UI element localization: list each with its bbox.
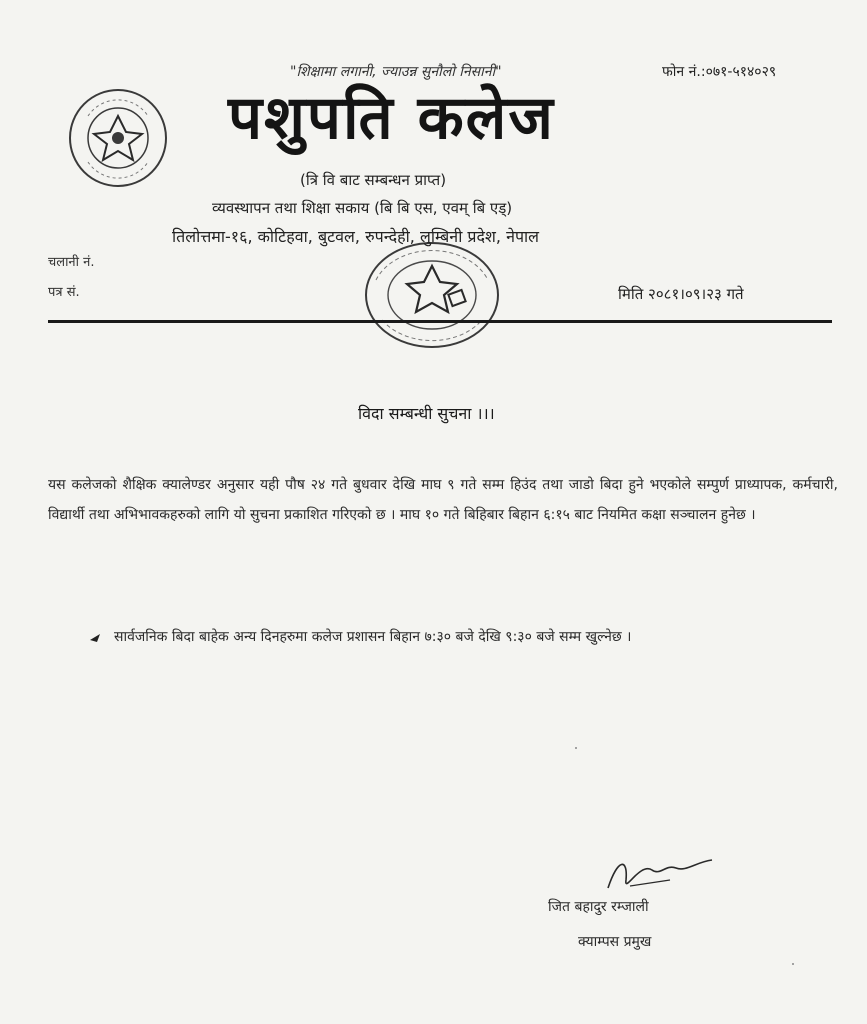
college-motto: "शिक्षामा लगानी, ज्याउन्न सुनौलो निसानी" <box>290 64 502 80</box>
bullet-text: सार्वजनिक बिदा बाहेक अन्य दिनहरुमा कलेज प्रशासन बिहान ७:३० बजे देखि ९:३० बजे सम्म खुल्नेछ । <box>114 629 632 645</box>
phone-number: फोन नं.:०७१-५१४०२९ <box>662 64 777 80</box>
speck <box>792 963 794 965</box>
signature-icon <box>600 850 720 900</box>
letter-date: मिति २०८१।०९।२३ गते <box>618 285 744 303</box>
faculties-line: व्यवस्थापन तथा शिक्षा सकाय (बि बि एस, एवम् बि एड्) <box>212 199 513 217</box>
signatory-title: क्याम्पस प्रमुख <box>578 934 652 950</box>
header-divider <box>48 320 832 323</box>
chalani-number-label: चलानी नं. <box>48 255 95 270</box>
arrow-bullet-icon <box>88 622 104 652</box>
notice-heading: विदा सम्बन्धी सुचना ।।। <box>358 404 495 423</box>
address-line: तिलोत्तमा-१६, कोटिहवा, बुटवल, रुपन्देही, लुम्बिनी प्रदेश, नेपाल <box>172 227 540 246</box>
speck <box>575 747 577 749</box>
notice-bullet <box>88 622 838 652</box>
affiliation-line: (त्रि वि बाट सम्बन्धन प्राप्त) <box>300 171 447 189</box>
college-seal-icon <box>66 86 170 190</box>
college-stamp-icon <box>362 240 502 350</box>
signatory-name: जित बहादुर रम्जाली <box>548 899 649 915</box>
notice-paragraph: यस कलेजको शैक्षिक क्यालेण्डर अनुसार यही पौष २४ गते बुधवार देखि माघ ९ गते सम्म हिउंद तथा जाडो बिदा हुने भएकोले सम्पुर्ण प्राध्यापक, कर्मचारी, विद्यार्थी तथा अभिभावकहरुको लागि यो सुचना प्रकाशित गरिएको छ । माघ १० गते बिहिबार बिहान ६:१५ बाट नियमित कक्षा सञ्चालन हुनेछ । <box>48 477 838 523</box>
college-name: पशुपति कलेज <box>228 83 555 153</box>
patra-number-label: पत्र सं. <box>48 285 80 300</box>
